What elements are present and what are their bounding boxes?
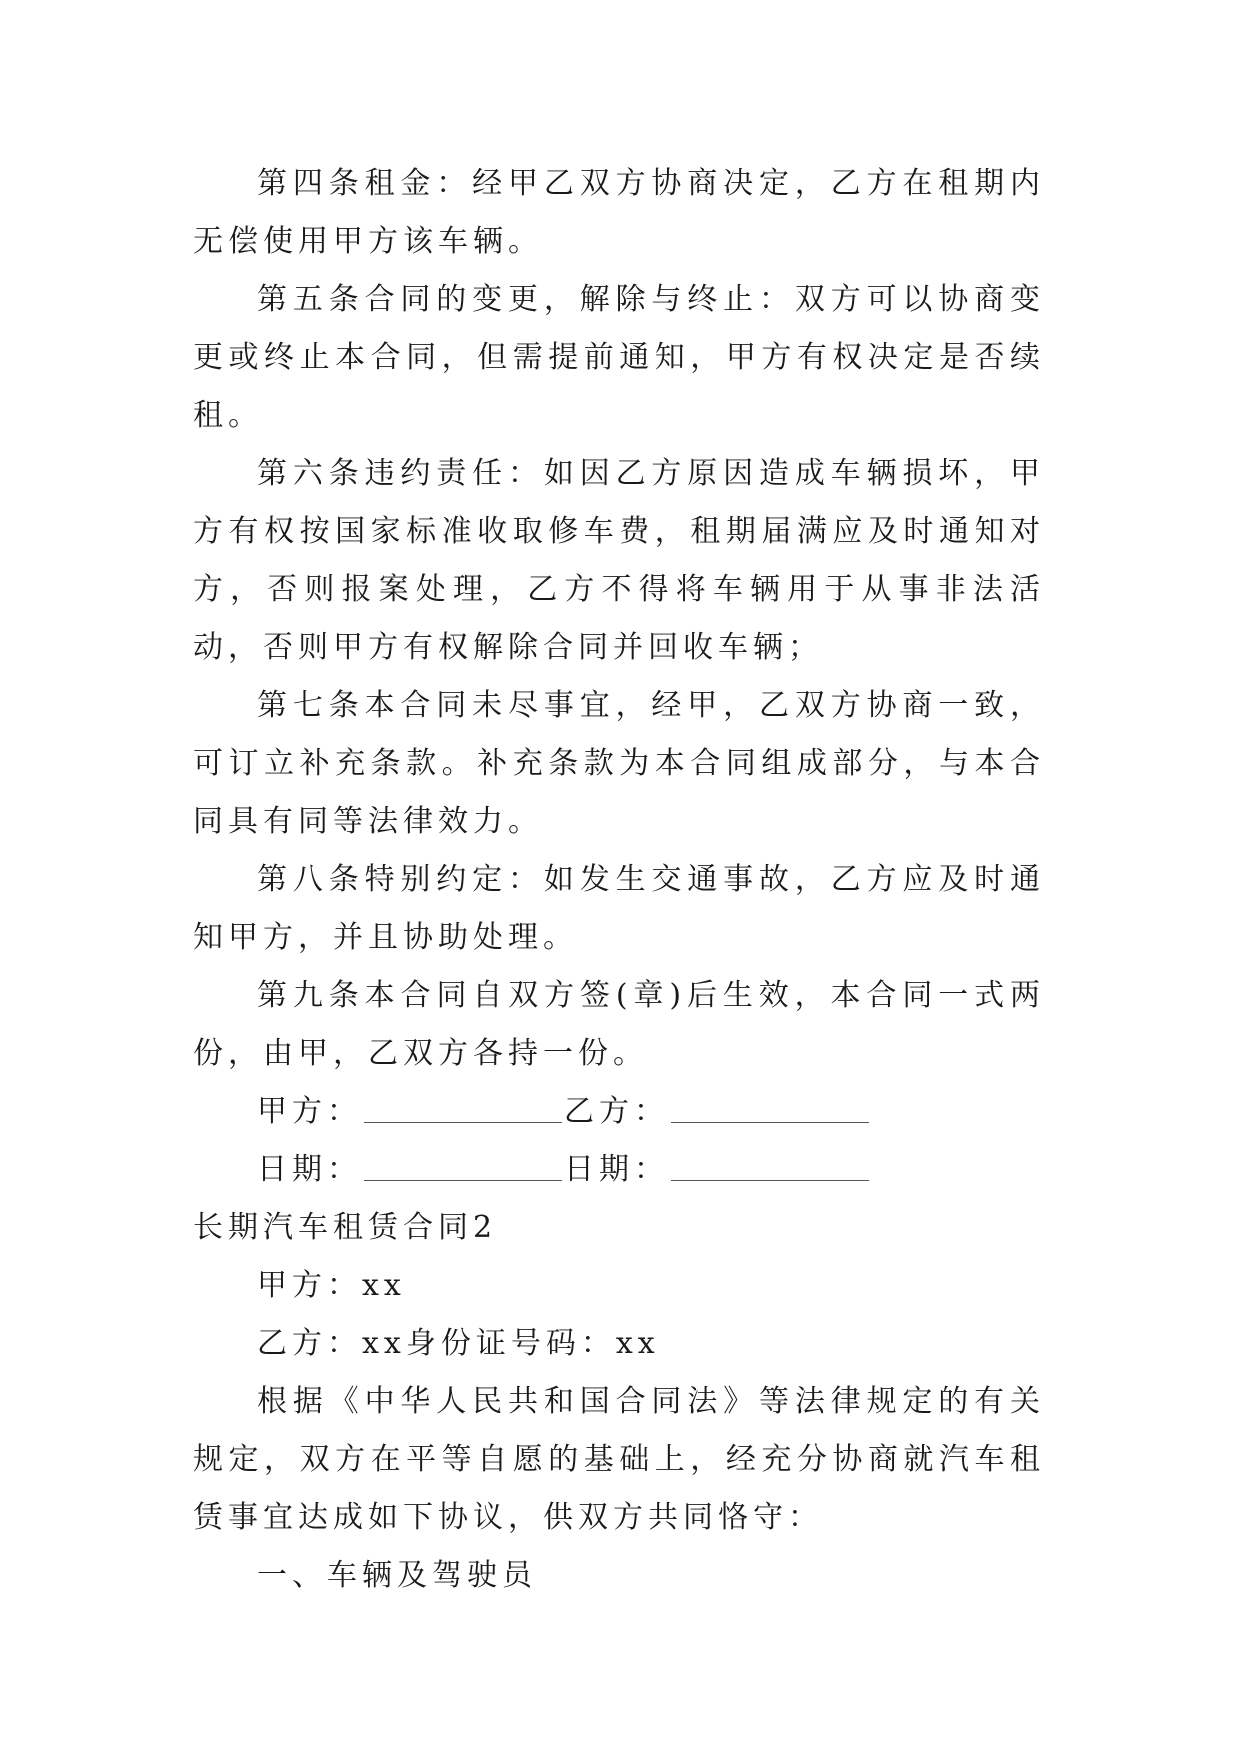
- date-a-blank: [364, 1162, 562, 1181]
- party-b-label: 乙方：: [564, 1094, 669, 1129]
- date-b-blank: [671, 1162, 869, 1181]
- clause-4: 第四条租金：经甲乙双方协商决定，乙方在租期内无偿使用甲方该车辆。: [193, 166, 1045, 259]
- clause-9: 第九条本合同自双方签(章)后生效，本合同一式两份，由甲，乙双方各持一份。: [193, 978, 1045, 1071]
- date-b-label: 日期：: [564, 1152, 669, 1187]
- contract2-intro: 根据《中华人民共和国合同法》等法律规定的有关规定，双方在平等自愿的基础上，经充分协商就汽车租赁事宜达成如下协议，供双方共同恪守：: [193, 1384, 1045, 1535]
- contract2-title: 长期汽车租赁合同2: [193, 1210, 498, 1245]
- clause-8: 第八条特别约定：如发生交通事故，乙方应及时通知甲方，并且协助处理。: [193, 862, 1045, 955]
- signature-parties-line: [193, 1083, 1045, 1141]
- clause-6: 第六条违约责任：如因乙方原因造成车辆损坏，甲方有权按国家标准收取修车费，租期届满应及时通知对方，否则报案处理，乙方不得将车辆用于从事非法活动，否则甲方有权解除合同并回收车辆；: [193, 456, 1045, 665]
- clause-7: 第七条本合同未尽事宜，经甲，乙双方协商一致，可订立补充条款。补充条款为本合同组成部分，与本合同具有同等法律效力。: [193, 688, 1045, 839]
- signature-dates-line: [193, 1141, 1045, 1199]
- clause-5: 第五条合同的变更，解除与终止：双方可以协商变更或终止本合同，但需提前通知，甲方有权决定是否续租。: [193, 282, 1045, 433]
- party-a-label: 甲方：: [257, 1094, 362, 1129]
- party-b-blank: [671, 1104, 869, 1123]
- contract2-section-1: 一、车辆及驾驶员: [257, 1558, 537, 1593]
- contract2-party-a: 甲方：xx: [257, 1268, 406, 1303]
- date-a-label: 日期：: [257, 1152, 362, 1187]
- document-body: [193, 155, 1045, 1605]
- party-a-blank: [364, 1104, 562, 1123]
- contract2-party-b: 乙方：xx身份证号码：xx: [257, 1326, 660, 1361]
